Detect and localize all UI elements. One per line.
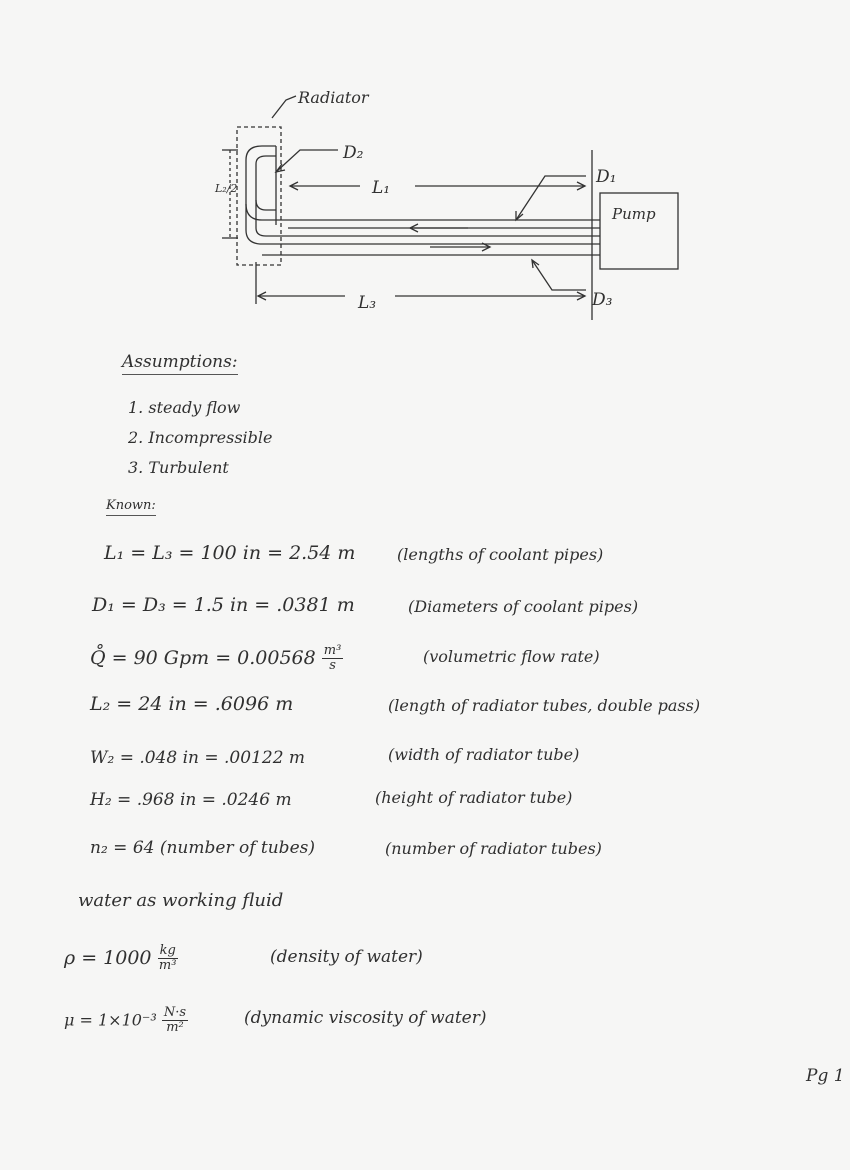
h2-note: (height of radiator tube) xyxy=(375,788,573,807)
radiator-pump-diagram xyxy=(0,0,850,330)
page-number: Pg 1 xyxy=(806,1066,845,1086)
rho-lhs: ρ = 1000 xyxy=(64,946,152,969)
h2-equation: H₂ = .968 in = .0246 m xyxy=(90,790,292,810)
assumption-item: 2. Incompressible xyxy=(128,428,273,447)
q-unit-den: s xyxy=(329,658,336,674)
q-lhs: Q̊ = 90 Gpm = 0.00568 xyxy=(90,646,316,669)
pipe-lower xyxy=(246,204,600,244)
w2-note: (width of radiator tube) xyxy=(388,745,580,764)
mu-lhs: μ = 1×10⁻³ xyxy=(64,1010,157,1030)
l1-label: L₁ xyxy=(372,178,391,198)
d1-equation: D₁ = D₃ = 1.5 in = .0381 m xyxy=(92,594,355,616)
w2-equation: W₂ = .048 in = .00122 m xyxy=(90,748,306,768)
mu-unit-num: N·s xyxy=(163,1005,187,1020)
known-title: Known: xyxy=(106,498,156,516)
d2-label: D₂ xyxy=(343,143,364,163)
d1-note: (Diameters of coolant pipes) xyxy=(408,597,639,616)
n2-note: (number of radiator tubes) xyxy=(385,839,602,858)
assumption-item: 3. Turbulent xyxy=(128,458,229,477)
q-note: (volumetric flow rate) xyxy=(423,647,600,666)
l1-equation: L₁ = L₃ = 100 in = 2.54 m xyxy=(104,542,356,564)
n2-equation: n₂ = 64 (number of tubes) xyxy=(90,838,315,858)
l2-equation: L₂ = 24 in = .6096 m xyxy=(90,693,294,715)
pump-label: Pump xyxy=(612,205,656,223)
mu-unit xyxy=(162,1006,188,1036)
radiator-tube-inner xyxy=(256,156,276,210)
rho-equation xyxy=(64,944,178,974)
l1-note: (lengths of coolant pipes) xyxy=(397,545,604,564)
d1-label: D₁ xyxy=(596,167,617,187)
rho-unit xyxy=(158,944,178,974)
q-unit xyxy=(322,644,344,674)
mu-equation xyxy=(64,1006,188,1036)
rho-note: (density of water) xyxy=(270,947,423,967)
l2-half-label: L₂/2 xyxy=(215,182,238,195)
radiator-label: Radiator xyxy=(298,88,369,107)
l2-note: (length of radiator tubes, double pass) xyxy=(388,696,701,715)
assumption-item: 1. steady flow xyxy=(128,398,241,417)
radiator-tube-outer xyxy=(246,146,288,220)
rho-unit-den: m³ xyxy=(158,958,177,974)
q-unit-num: m³ xyxy=(323,643,342,658)
rho-unit-num: kg xyxy=(159,943,176,958)
l3-label: L₃ xyxy=(358,293,377,313)
mu-note: (dynamic viscosity of water) xyxy=(244,1008,487,1028)
d3-label: D₃ xyxy=(592,290,613,310)
working-fluid: water as working fluid xyxy=(78,890,284,911)
assumptions-title: Assumptions: xyxy=(122,352,238,375)
mu-unit-den: m² xyxy=(166,1020,184,1036)
q-equation xyxy=(90,644,343,674)
